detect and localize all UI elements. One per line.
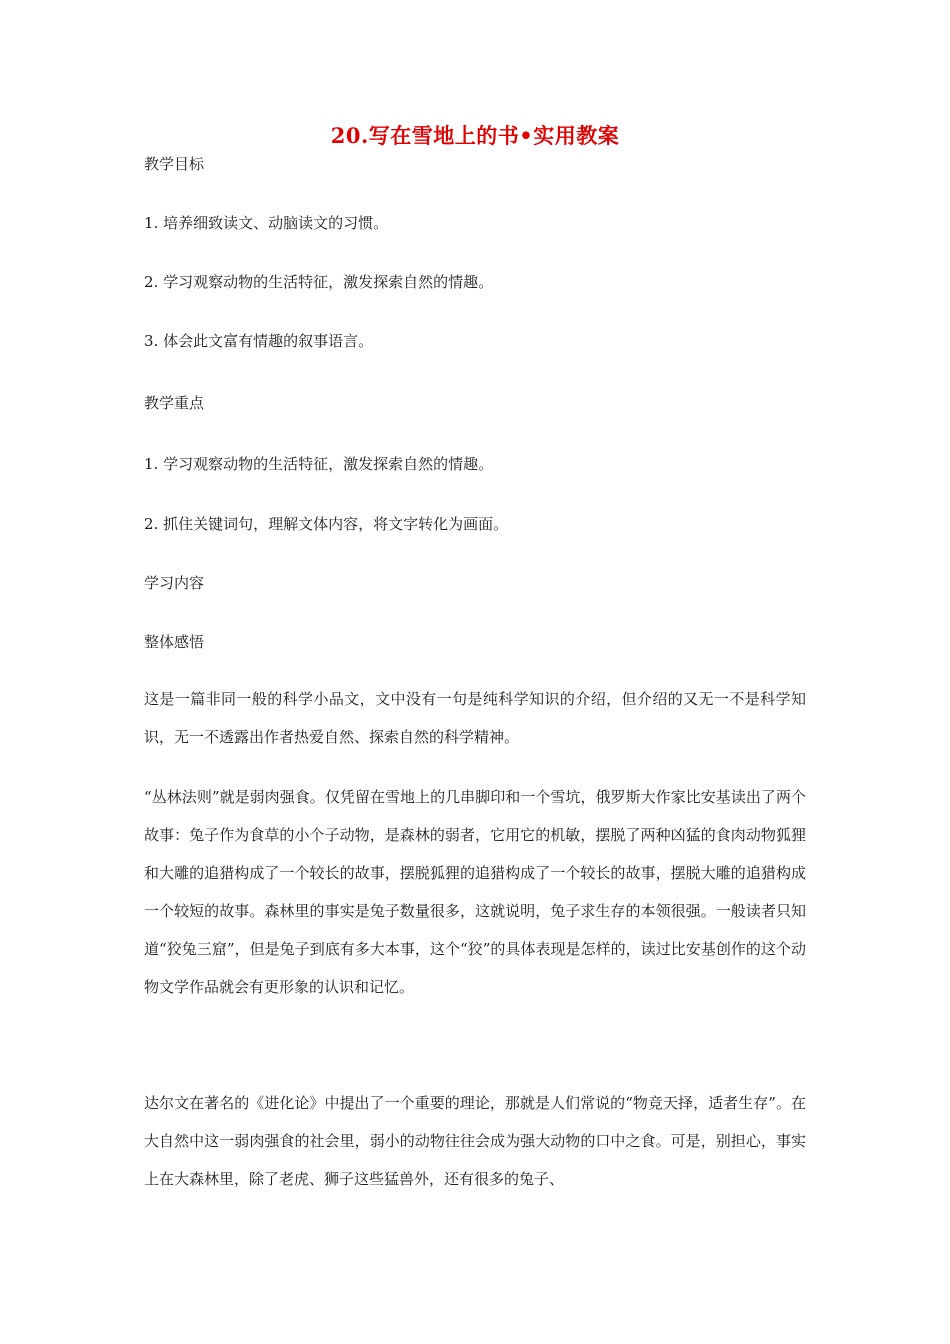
focus-item: 1. 学习观察动物的生活特征，激发探索自然的情趣。: [144, 455, 494, 473]
objectives-heading: 教学目标: [144, 155, 205, 173]
objective-item: 2. 学习观察动物的生活特征，激发探索自然的情趣。: [144, 273, 494, 291]
focus-heading: 教学重点: [144, 394, 205, 412]
body-paragraph: 这是一篇非同一般的科学小品文，文中没有一句是纯科学知识的介绍，但介绍的又无一不是科学知识，无一不透露出作者热爱自然、探索自然的科学精神。: [144, 690, 806, 746]
objective-item: 1. 培养细致读文、动脑读文的习惯。: [144, 214, 389, 232]
objective-item: 3. 体会此文富有情趣的叙事语言。: [144, 332, 374, 350]
focus-item: 2. 抓住关键词句，理解文体内容，将文字转化为画面。: [144, 515, 509, 533]
body-paragraph: “丛林法则”就是弱肉强食。仅凭留在雪地上的几串脚印和一个雪坑，俄罗斯大作家比安基读出了两个故事：兔子作为食草的小个子动物，是森林的弱者，它用它的机敏，摆脱了两种凶猛的食肉动物狐狸和大雕的追猎构成了一个较长的故事，摆脱狐狸的追猎构成了一个较长的故事，摆脱大雕的追猎构成一个较短的故事。森林里的事实是兔子数量很多，这就说明，兔子求生存的本领很强。一般读者只知道“狡兔三窟”，但是兔子到底有多大本事，这个“狡”的具体表现是怎样的，读过比安基创作的这个动物文学作品就会有更形象的认识和记忆。: [144, 788, 806, 996]
overall-heading: 整体感悟: [144, 633, 205, 651]
body-paragraph: 达尔文在著名的《进化论》中提出了一个重要的理论，那就是人们常说的“物竞天择，适者生存”。在大自然中这一弱肉强食的社会里，弱小的动物往往会成为强大动物的口中之食。可是，别担心，事实上在大森林里，除了老虎、狮子这些猛兽外，还有很多的兔子、: [144, 1094, 806, 1188]
content-heading: 学习内容: [144, 574, 205, 592]
document-title: 20.写在雪地上的书•实用教案: [330, 123, 620, 148]
